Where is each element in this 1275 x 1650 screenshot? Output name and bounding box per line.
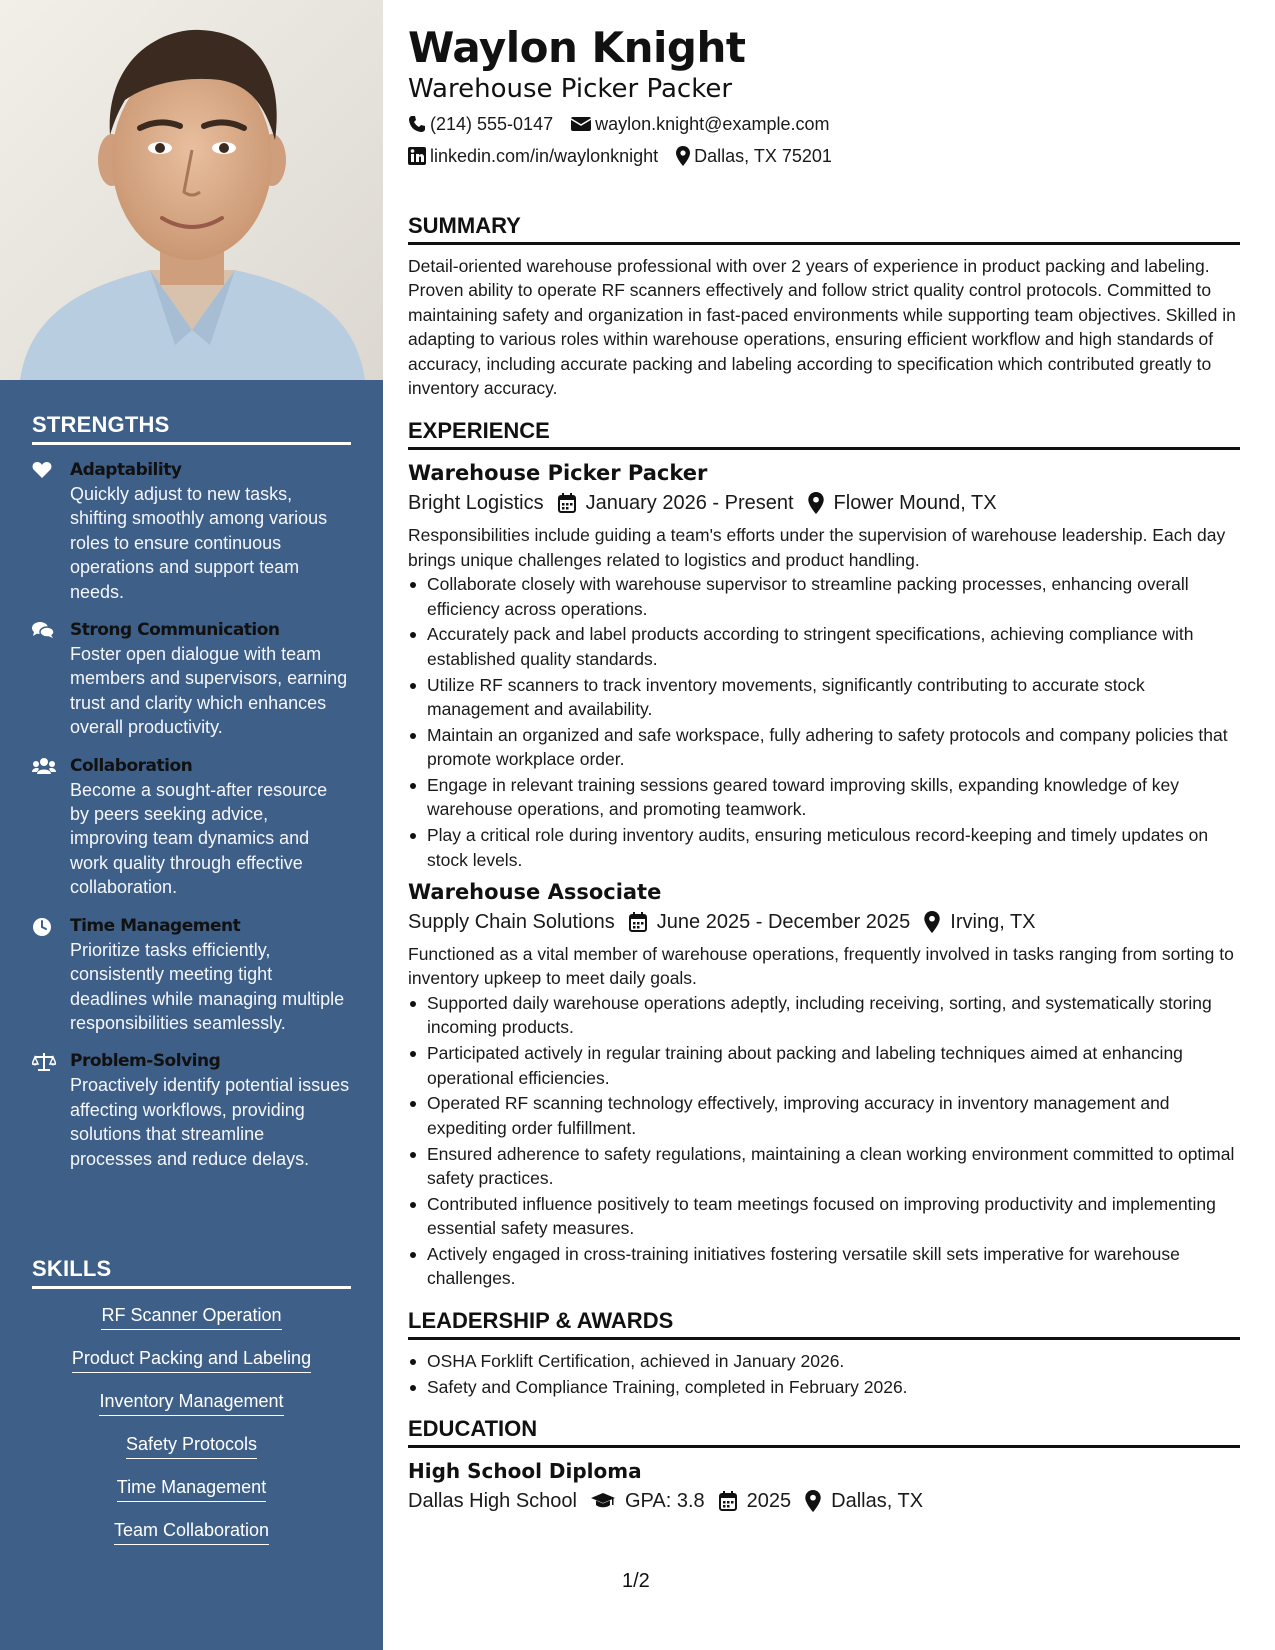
education-heading: EDUCATION xyxy=(408,1415,1240,1448)
users-icon xyxy=(32,757,56,775)
education-section xyxy=(408,1415,1240,1517)
skill-item xyxy=(32,1518,351,1545)
job-meta xyxy=(408,487,1240,519)
calendar-icon xyxy=(558,493,576,513)
chat-bubbles-icon xyxy=(32,621,54,639)
bullet-item: Ensured adherence to safety regulations, maintaining a clean working environment committed to optimal safety practices. xyxy=(408,1142,1240,1191)
skill-label: Safety Protocols xyxy=(126,1432,257,1459)
phone-contact[interactable] xyxy=(408,108,553,140)
graduation-cap-icon xyxy=(591,1492,615,1510)
job-dates: January 2026 - Present xyxy=(585,492,794,515)
bullet-item: Actively engaged in cross-training initiatives fostering versatile skill sets imperative for warehouse challenges. xyxy=(408,1242,1240,1291)
clock-icon xyxy=(32,917,52,937)
candidate-name: Waylon Knight xyxy=(408,23,746,72)
calendar-icon xyxy=(629,912,647,932)
award-item: OSHA Forklift Certification, achieved in January 2026. xyxy=(408,1349,1240,1373)
summary-text: Detail-oriented warehouse professional with over 2 years of experience in product packing and labeling. Proven ability to operate RF scanners effectively and follow strict quality control protocols. Committed to maintaining safety and organization in fast-paced environments while supporting team objectives. Skilled in adapting to various roles within warehouse operations, ensuring efficient workflow and high standards of accuracy, including accurate packing and labeling according to specification which contributed greatly to inventory accuracy. xyxy=(408,256,1236,399)
strength-name: Time Management xyxy=(70,915,241,936)
job-bullets xyxy=(408,572,1240,872)
envelope-icon xyxy=(571,116,591,132)
skills-heading: SKILLS xyxy=(32,1256,351,1289)
awards-list xyxy=(408,1349,1240,1399)
location-text: Dallas, TX 75201 xyxy=(694,146,832,166)
strength-item xyxy=(32,1050,351,1171)
graduation-year: 2025 xyxy=(746,1489,792,1512)
bullet-item: Engage in relevant training sessions geared toward improving skills, expanding knowledge of key warehouse operations, and promoting teamwork. xyxy=(408,773,1240,822)
job-bullets xyxy=(408,991,1240,1291)
strengths-section xyxy=(32,412,351,1186)
skill-label: Inventory Management xyxy=(99,1389,283,1416)
job-dates: June 2025 - December 2025 xyxy=(656,911,911,934)
skills-section xyxy=(32,1256,351,1561)
skill-item xyxy=(32,1475,351,1502)
summary-heading: SUMMARY xyxy=(408,212,1240,245)
map-pin-icon xyxy=(676,146,690,166)
scale-icon xyxy=(32,1052,56,1072)
email-contact[interactable] xyxy=(571,108,829,140)
skill-item xyxy=(32,1432,351,1459)
award-item: Safety and Compliance Training, completed in February 2026. xyxy=(408,1375,1240,1399)
email-text: waylon.knight@example.com xyxy=(595,114,830,134)
strength-name: Adaptability xyxy=(70,460,182,480)
job-location: Flower Mound, TX xyxy=(833,492,997,515)
contact-row xyxy=(408,108,1240,140)
skill-item xyxy=(32,1346,351,1373)
gpa-text: GPA: 3.8 xyxy=(624,1489,705,1512)
strength-desc: Quickly adjust to new tasks, shifting smoothly among various roles to ensure continuous operations and support team needs. xyxy=(70,484,328,602)
job-location: Irving, TX xyxy=(950,911,1036,934)
job-title: Warehouse Picker Packer xyxy=(408,461,708,486)
linkedin-icon xyxy=(408,147,426,165)
strengths-heading: STRENGTHS xyxy=(32,412,351,445)
skill-label: RF Scanner Operation xyxy=(101,1303,281,1330)
skill-item xyxy=(32,1389,351,1416)
sidebar xyxy=(0,0,383,1650)
bullet-item: Collaborate closely with warehouse supervisor to streamline packing processes, enhancing overall efficiency across operations. xyxy=(408,572,1240,621)
experience-heading: EXPERIENCE xyxy=(408,417,1240,450)
strength-desc: Foster open dialogue with team members and supervisors, earning trust and clarity which enhances overall productivity. xyxy=(70,644,348,738)
strength-name: Problem-Solving xyxy=(70,1051,221,1072)
strength-name: Collaboration xyxy=(70,755,193,776)
linkedin-text: linkedin.com/in/waylonknight xyxy=(430,146,659,166)
bullet-item: Accurately pack and label products according to stringent specifications, achieving compliance with established quality standards. xyxy=(408,622,1240,671)
main-content xyxy=(408,22,1240,1521)
candidate-title: Warehouse Picker Packer xyxy=(408,74,733,104)
strength-item xyxy=(32,915,351,1036)
bullet-item: Contributed influence positively to team meetings focused on improving productivity and implementing essential safety measures. xyxy=(408,1192,1240,1241)
awards-heading: LEADERSHIP & AWARDS xyxy=(408,1307,1240,1340)
job-entry xyxy=(408,459,1240,872)
skill-item xyxy=(32,1303,351,1330)
strength-desc: Proactively identify potential issues affecting workflows, providing solutions that streamline processes and reduce delays. xyxy=(70,1075,350,1169)
bullet-item: Participated actively in regular training about packing and labeling techniques aimed at enhancing operational efficiencies. xyxy=(408,1041,1240,1090)
job-entry xyxy=(408,878,1240,1291)
strength-desc: Prioritize tasks efficiently, consistently meeting tight deadlines while managing multiple responsibilities seamlessly. xyxy=(70,939,345,1033)
bullet-item: Utilize RF scanners to track inventory movements, significantly contributing to accurate stock management and availability. xyxy=(408,673,1240,722)
bullet-item: Supported daily warehouse operations adeptly, including receiving, sorting, and systematically storing incoming products. xyxy=(408,991,1240,1040)
summary-section xyxy=(408,212,1240,400)
strength-name: Strong Communication xyxy=(70,620,280,641)
linkedin-contact[interactable] xyxy=(408,140,658,172)
location-contact xyxy=(676,140,832,172)
bullet-item: Operated RF scanning technology effectively, improving accuracy in inventory management and expediting order fulfillment. xyxy=(408,1091,1240,1140)
education-meta xyxy=(408,1485,1240,1517)
degree-title: High School Diploma xyxy=(408,1458,642,1483)
profile-photo xyxy=(0,0,383,380)
page-number: 1/2 xyxy=(622,1570,650,1592)
strength-item xyxy=(32,619,351,740)
strength-item xyxy=(32,459,351,604)
strength-desc: Become a sought-after resource by peers seeking advice, improving team dynamics and work quality through effective collaboration. xyxy=(70,779,328,898)
phone-icon xyxy=(408,115,426,133)
school-name: Dallas High School xyxy=(408,1489,577,1512)
job-intro: Responsibilities include guiding a team's efforts under the supervision of warehouse leadership. Each day brings unique challenges related to logistics and product handling. xyxy=(408,525,1226,570)
bullet-item: Play a critical role during inventory audits, ensuring meticulous record-keeping and timely updates on stock levels. xyxy=(408,823,1240,872)
contact-row xyxy=(408,140,1240,172)
job-meta xyxy=(408,906,1240,938)
map-pin-icon xyxy=(808,492,824,514)
company-name: Supply Chain Solutions xyxy=(408,911,615,934)
bullet-item: Maintain an organized and safe workspace, fully adhering to safety protocols and company policies that promote workplace order. xyxy=(408,723,1240,772)
awards-section xyxy=(408,1307,1240,1399)
education-location: Dallas, TX xyxy=(831,1489,924,1512)
phone-text: (214) 555-0147 xyxy=(430,114,554,134)
experience-section xyxy=(408,417,1240,1290)
map-pin-icon xyxy=(924,911,940,933)
calendar-icon xyxy=(719,1491,737,1511)
strength-item xyxy=(32,755,351,900)
company-name: Bright Logistics xyxy=(408,492,544,515)
skill-label: Team Collaboration xyxy=(114,1518,269,1545)
map-pin-icon xyxy=(805,1490,821,1512)
heart-icon xyxy=(32,461,52,479)
skill-label: Time Management xyxy=(117,1475,266,1502)
job-title: Warehouse Associate xyxy=(408,880,662,905)
job-intro: Functioned as a vital member of warehouse operations, frequently involved in tasks ranging from sorting to inventory upkeep to meet daily goals. xyxy=(408,944,1234,989)
skill-label: Product Packing and Labeling xyxy=(72,1346,311,1373)
